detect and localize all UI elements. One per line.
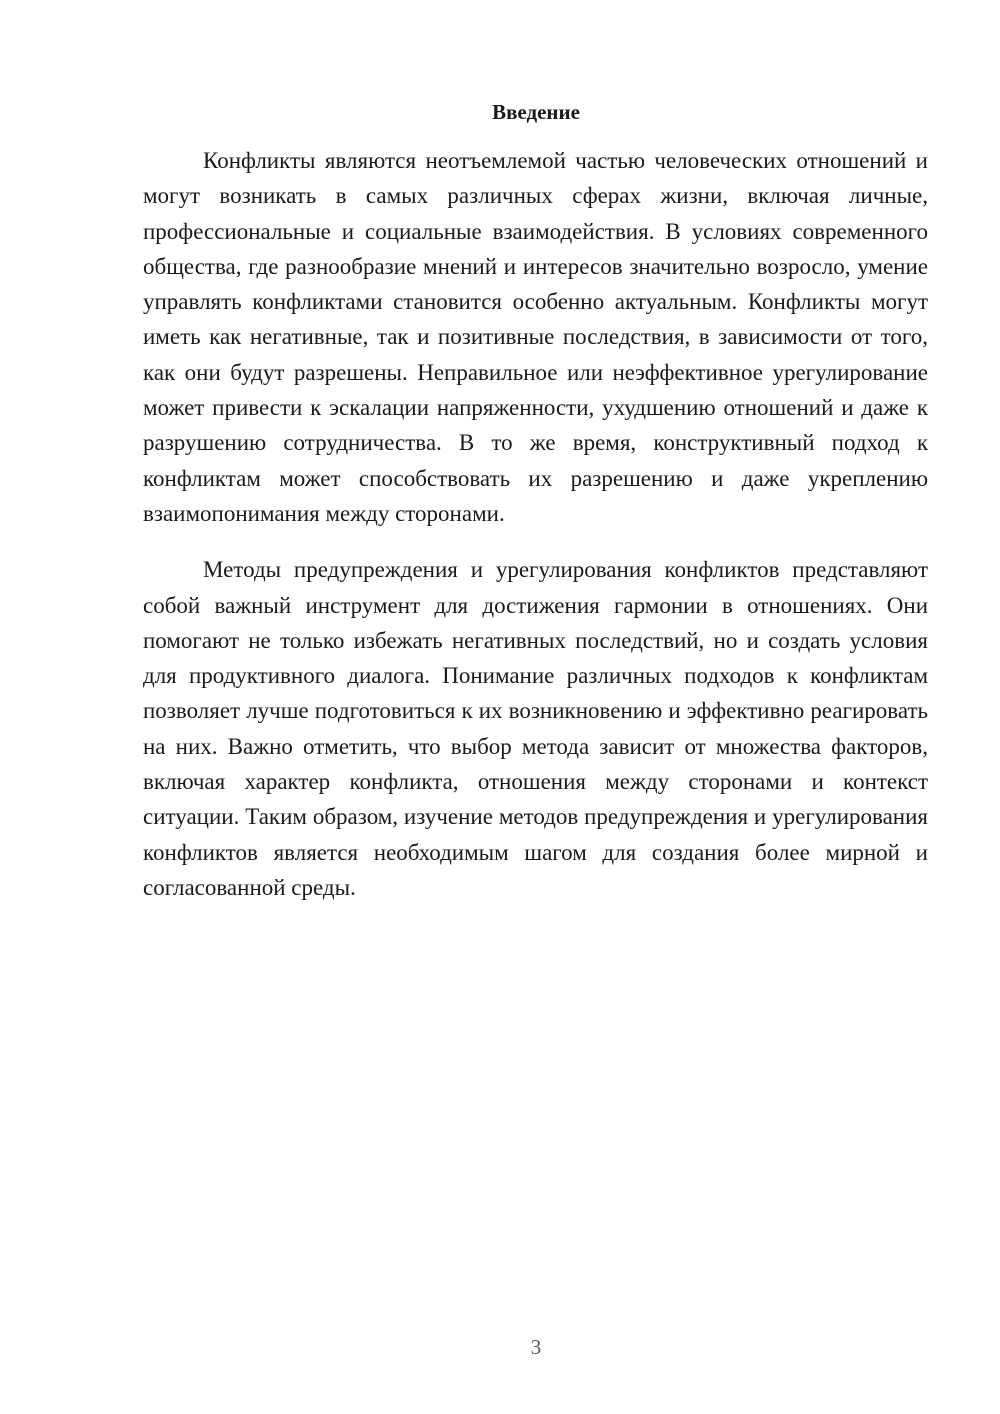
page-number: 3 bbox=[530, 1335, 542, 1359]
section-heading: Введение bbox=[492, 100, 580, 124]
paragraph-1: Конфликты являются неотъемлемой частью человеческих отношений и могут возникать в самых различных сферах жизни, включая личные, профессиональные и социальные взаимодействия. В условиях современного общества, где разнообразие мнений и интересов значительно возросло, умение управлять конфликтами становится особенно актуальным. Конфликты могут иметь как негативные, так и позитивные последствия, в зависимости от того, как они будут разрешены. Неправильное или неэффективное урегулирование может привести к эскалации напряженности, ухудшению отношений и даже к разрушению сотрудничества. В то же время, конструктивный подход к конфликтам может способствовать их разрешению и даже укреплению взаимопонимания между сторонами. bbox=[143, 148, 928, 526]
paragraph-2: Методы предупреждения и урегулирования конфликтов представляют собой важный инструмент для достижения гармонии в отношениях. Они помогают не только избежать негативных последствий, но и создать условия для продуктивного диалога. Понимание различных подходов к конфликтам позволяет лучше подготовиться к их возникновению и эффективно реагировать на них. Важно отметить, что выбор метода зависит от множества факторов, включая характер конфликта, отношения между сторонами и контекст ситуации. Таким образом, изучение методов предупреждения и урегулирования конфликтов является необходимым шагом для создания более мирной и согласованной среды. bbox=[143, 557, 928, 900]
body-text bbox=[143, 143, 928, 905]
